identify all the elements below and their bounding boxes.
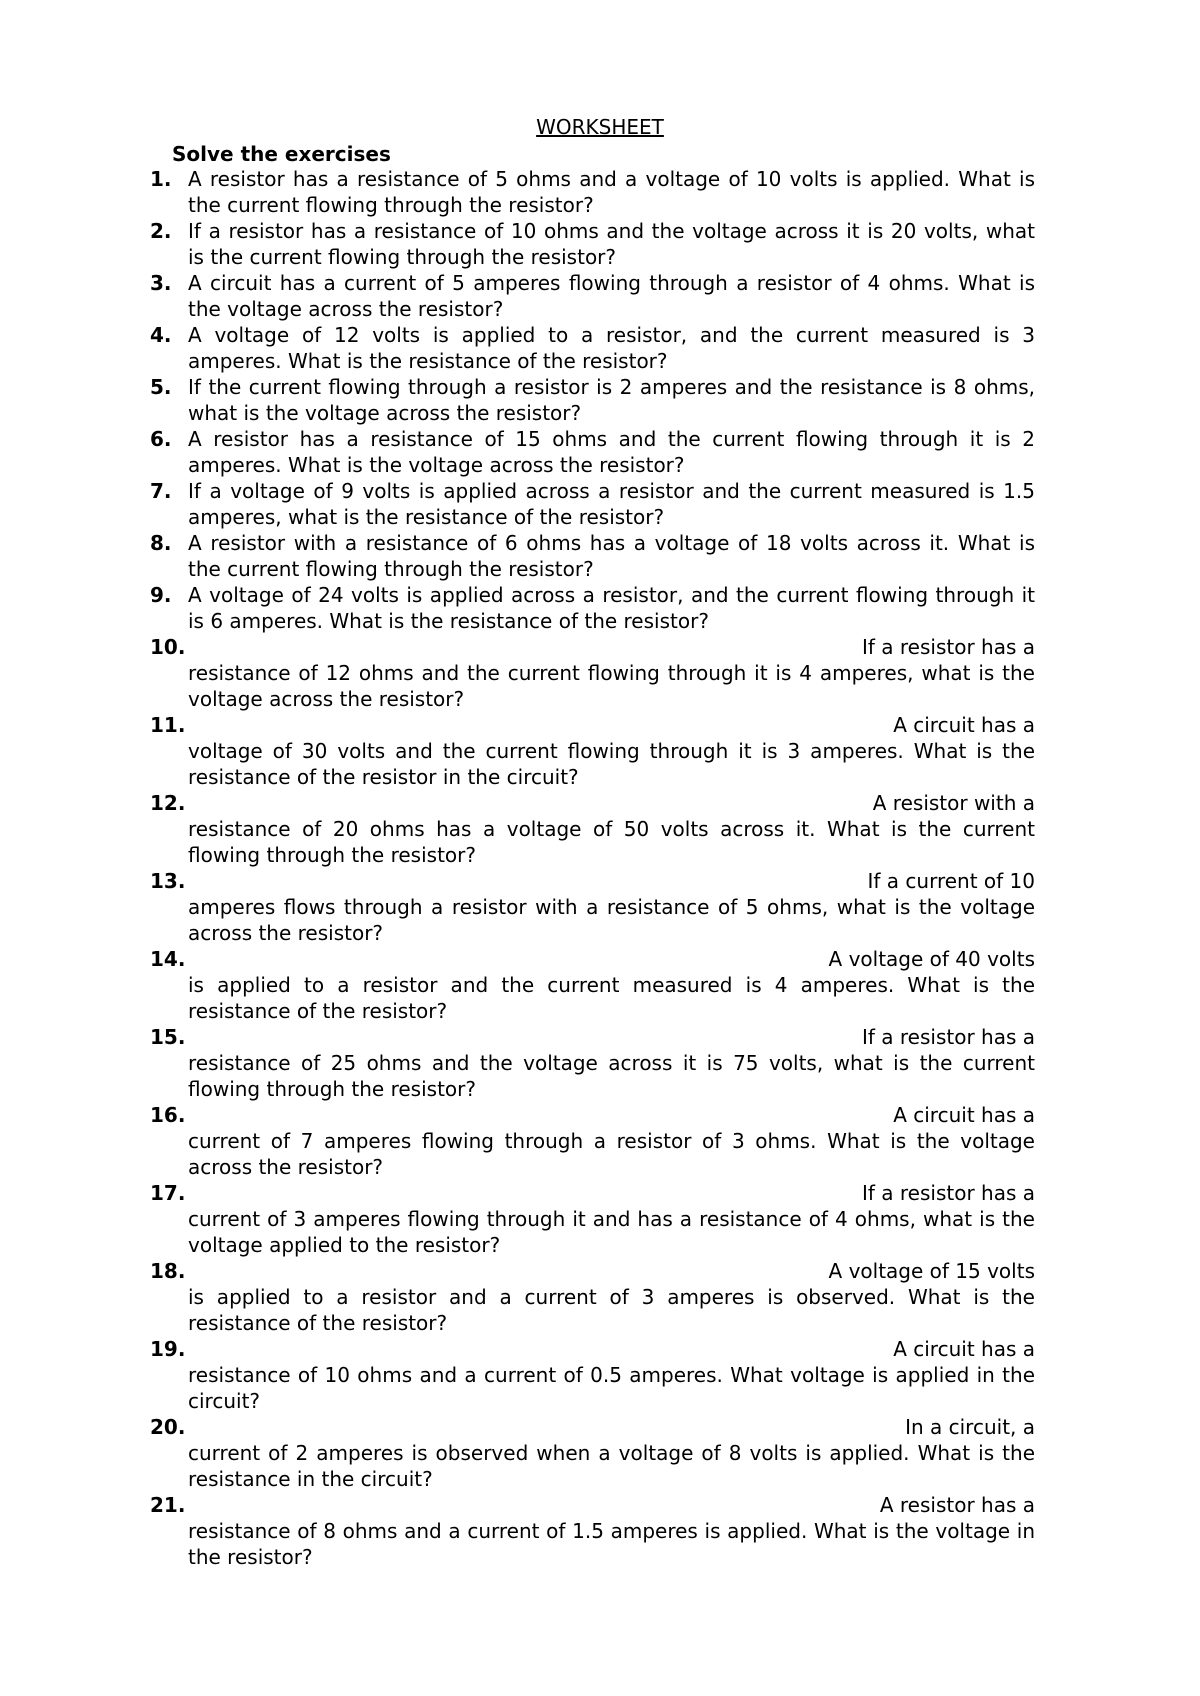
exercise-text: current of 3 amperes flowing through it and has a resistance of 4 ohms, what is the voltage applied to the resistor?: [188, 1207, 1035, 1257]
exercise-number: 19.: [150, 1337, 186, 1361]
exercise-number: 21.: [150, 1493, 186, 1517]
exercise-item: [150, 1258, 1035, 1336]
exercise-text: amperes flows through a resistor with a resistance of 5 ohms, what is the voltage across the resistor?: [188, 895, 1035, 945]
exercise-lead-text: In a circuit, a: [905, 1415, 1035, 1439]
exercise-number: 4.: [150, 323, 172, 347]
exercise-number: 14.: [150, 947, 186, 971]
exercise-item: [150, 1180, 1035, 1258]
exercise-number: 1.: [150, 167, 172, 191]
exercise-text: current of 2 amperes is observed when a voltage of 8 volts is applied. What is the resistance in the circuit?: [188, 1441, 1035, 1491]
exercise-item: [150, 582, 1035, 634]
exercise-text: If the current flowing through a resistor is 2 amperes and the resistance is 8 ohms, what is the voltage across the resistor?: [188, 375, 1035, 425]
exercise-item: [150, 374, 1035, 426]
exercise-lead-text: A resistor has a: [879, 1493, 1035, 1517]
exercise-number: 12.: [150, 791, 186, 815]
exercise-text: If a voltage of 9 volts is applied across a resistor and the current measured is 1.5 amperes, what is the resistance of the resistor?: [188, 479, 1035, 529]
exercise-number: 15.: [150, 1025, 186, 1049]
exercise-number: 2.: [150, 219, 172, 243]
exercise-number: 11.: [150, 713, 186, 737]
exercise-text: A circuit has a current of 5 amperes flowing through a resistor of 4 ohms. What is the voltage across the resistor?: [188, 271, 1035, 321]
exercise-text: is applied to a resistor and the current measured is 4 amperes. What is the resistance of the resistor?: [188, 973, 1035, 1023]
page-title: WORKSHEET: [536, 115, 664, 139]
exercise-item: [150, 426, 1035, 478]
exercise-item: [150, 946, 1035, 1024]
exercise-number: 8.: [150, 531, 172, 555]
exercise-number: 9.: [150, 583, 172, 607]
exercise-lead-text: If a current of 10: [867, 869, 1035, 893]
exercise-lead-text: A voltage of 15 volts: [828, 1259, 1035, 1283]
exercise-text: resistance of 20 ohms has a voltage of 50 volts across it. What is the current flowing through the resistor?: [188, 817, 1035, 867]
exercise-lead-text: If a resistor has a: [861, 1181, 1035, 1205]
exercise-lead-text: A resistor with a: [872, 791, 1035, 815]
exercise-lead-text: A circuit has a: [893, 1103, 1035, 1127]
instructions-heading: Solve the exercises: [172, 142, 391, 166]
exercise-number: 16.: [150, 1103, 186, 1127]
exercise-item: [150, 166, 1035, 218]
exercise-item: [150, 478, 1035, 530]
exercise-lead-text: If a resistor has a: [861, 635, 1035, 659]
exercise-item: [150, 868, 1035, 946]
exercise-text: is applied to a resistor and a current of 3 amperes is observed. What is the resistance of the resistor?: [188, 1285, 1035, 1335]
exercise-item: [150, 1024, 1035, 1102]
exercise-number: 6.: [150, 427, 172, 451]
exercise-text: A resistor has a resistance of 5 ohms and a voltage of 10 volts is applied. What is the current flowing through the resistor?: [188, 167, 1035, 217]
exercise-text: If a resistor has a resistance of 10 ohms and the voltage across it is 20 volts, what is the current flowing through the resistor?: [188, 219, 1035, 269]
exercise-item: [150, 1336, 1035, 1414]
exercise-item: [150, 790, 1035, 868]
exercise-number: 17.: [150, 1181, 186, 1205]
exercise-item: [150, 1414, 1035, 1492]
exercise-number: 3.: [150, 271, 172, 295]
exercise-item: [150, 530, 1035, 582]
exercise-text: resistance of 8 ohms and a current of 1.5 amperes is applied. What is the voltage in the resistor?: [188, 1519, 1035, 1569]
exercise-lead-text: A circuit has a: [893, 713, 1035, 737]
exercise-number: 18.: [150, 1259, 186, 1283]
exercise-item: [150, 1102, 1035, 1180]
exercise-number: 7.: [150, 479, 172, 503]
exercise-item: [150, 634, 1035, 712]
exercise-text: current of 7 amperes flowing through a resistor of 3 ohms. What is the voltage across the resistor?: [188, 1129, 1035, 1179]
exercise-number: 10.: [150, 635, 186, 659]
exercise-lead-text: A voltage of 40 volts: [828, 947, 1035, 971]
exercise-text: A voltage of 12 volts is applied to a resistor, and the current measured is 3 amperes. What is the resistance of the resistor?: [188, 323, 1035, 373]
exercise-item: [150, 322, 1035, 374]
exercise-lead-text: If a resistor has a: [861, 1025, 1035, 1049]
exercise-list: [150, 166, 1035, 1570]
exercise-text: resistance of 12 ohms and the current flowing through it is 4 amperes, what is the voltage across the resistor?: [188, 661, 1035, 711]
exercise-text: A voltage of 24 volts is applied across a resistor, and the current flowing through it is 6 amperes. What is the resistance of the resistor?: [188, 583, 1035, 633]
exercise-item: [150, 1492, 1035, 1570]
exercise-lead-text: A circuit has a: [893, 1337, 1035, 1361]
exercise-text: A resistor with a resistance of 6 ohms has a voltage of 18 volts across it. What is the current flowing through the resistor?: [188, 531, 1035, 581]
exercise-number: 13.: [150, 869, 186, 893]
exercise-item: [150, 270, 1035, 322]
exercise-text: resistance of 25 ohms and the voltage across it is 75 volts, what is the current flowing through the resistor?: [188, 1051, 1035, 1101]
exercise-item: [150, 712, 1035, 790]
exercise-text: resistance of 10 ohms and a current of 0.5 amperes. What voltage is applied in the circuit?: [188, 1363, 1035, 1413]
exercise-item: [150, 218, 1035, 270]
exercise-number: 20.: [150, 1415, 186, 1439]
exercise-text: A resistor has a resistance of 15 ohms and the current flowing through it is 2 amperes. What is the voltage across the resistor?: [188, 427, 1035, 477]
exercise-text: voltage of 30 volts and the current flowing through it is 3 amperes. What is the resistance of the resistor in the circuit?: [188, 739, 1035, 789]
exercise-number: 5.: [150, 375, 172, 399]
